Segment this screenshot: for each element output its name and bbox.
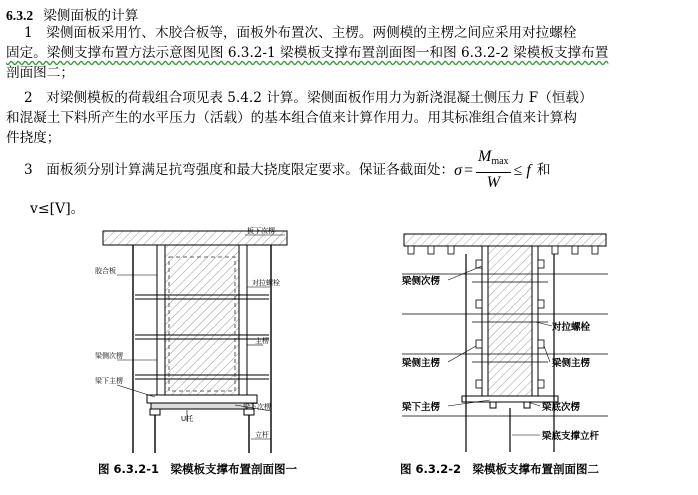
fig1-label-main: 主楞 bbox=[255, 337, 269, 345]
numerator-subscript: max bbox=[491, 156, 509, 167]
para2-line1: 2 对梁侧模板的荷载组合项见表 5.4.2 计算。梁侧面板作用力为新浇混凝土侧压力 F（恒载） bbox=[24, 90, 593, 106]
fraction bbox=[476, 147, 511, 193]
fig2-label-bottom-secondary: 梁底次楞 bbox=[542, 402, 581, 413]
fraction-numerator bbox=[476, 147, 511, 173]
stress-formula bbox=[454, 147, 531, 193]
fig1-label-u-support: U托 bbox=[181, 415, 194, 423]
fig1-label-under-secondary: 梁下次楞 bbox=[243, 403, 271, 411]
fig1-label-side-secondary: 梁侧次楞 bbox=[95, 352, 123, 360]
para3 bbox=[24, 147, 550, 193]
fig2-label-side-main-right: 梁侧主楞 bbox=[552, 358, 591, 369]
para3-and: 和 bbox=[536, 161, 551, 178]
fig1-label-plywood: 胶合板 bbox=[95, 267, 116, 275]
fig1-label-post: 立杆 bbox=[255, 431, 269, 439]
fig2-beam bbox=[488, 246, 532, 396]
sigma-symbol: σ bbox=[454, 161, 462, 179]
figure2-caption: 图 6.3.2-2 梁模板支撑布置剖面图二 bbox=[400, 462, 600, 476]
para3-text: 3 面板须分别计算满足抗弯强度和最大挠度限定要求。保证各截面处： bbox=[24, 161, 455, 178]
section-number: 6.3.2 bbox=[6, 8, 34, 23]
para1-line1: 1 梁侧面板采用竹、木胶合板等，面板外布置次、主楞。两侧模的主楞之间应采用对拉螺栓 bbox=[24, 25, 577, 41]
fig1-label-top: 板下次楞 bbox=[247, 227, 275, 235]
para2-line3: 件挠度； bbox=[6, 130, 61, 146]
leq-f: ≤ f bbox=[513, 161, 531, 179]
para1-line2: 固定。梁侧支撑布置方法示意图见图 6.3.2-1 梁模板支撑布置剖面图一和图 6.3.2-2 梁模板支撑布置 bbox=[6, 45, 609, 61]
plywood-left bbox=[157, 245, 165, 395]
para3b-text: v≤[V]。 bbox=[30, 201, 85, 217]
fig1-label-bolt: 对拉螺栓 bbox=[252, 279, 280, 287]
equals-sign: = bbox=[463, 161, 473, 179]
figure1-drawing bbox=[95, 225, 295, 453]
fig2-label-side-secondary: 梁侧次楞 bbox=[402, 276, 441, 287]
figure1-caption: 图 6.3.2-1 梁模板支撑布置剖面图一 bbox=[98, 462, 298, 476]
numerator-symbol: M bbox=[477, 148, 492, 165]
fig2-label-bottom-post: 梁底支撑立杆 bbox=[542, 431, 600, 442]
fig2-label-bolt: 对拉螺栓 bbox=[552, 322, 591, 333]
plywood-right bbox=[239, 245, 247, 395]
figure2-drawing bbox=[402, 230, 608, 452]
section-heading bbox=[6, 4, 138, 24]
fig2-label-side-main-left: 梁侧主楞 bbox=[402, 358, 441, 369]
section-title: 梁侧面板的计算 bbox=[43, 8, 139, 24]
fig1-label-under-main: 梁下主楞 bbox=[95, 377, 123, 385]
fraction-denominator: W bbox=[486, 174, 500, 191]
para1-line3: 剖面图二； bbox=[6, 65, 74, 81]
fig2-label-under-main: 梁下主楞 bbox=[402, 402, 441, 413]
para2-line2: 和混凝土下料所产生的水平压力（活载）的基本组合值来计算作用力。用其标准组合值来计算构 bbox=[6, 110, 577, 126]
beam-body bbox=[165, 245, 239, 395]
